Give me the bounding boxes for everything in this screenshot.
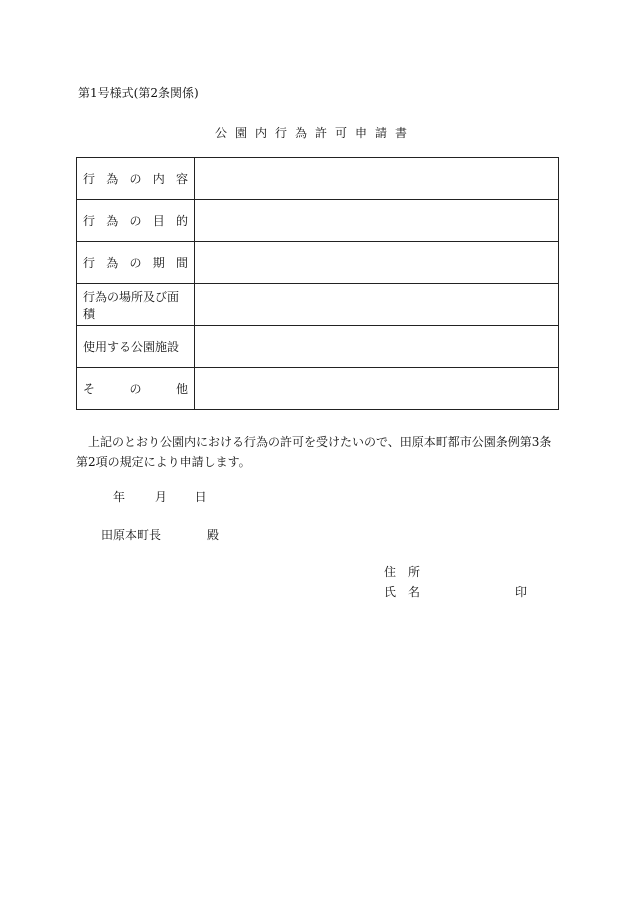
row-label: そ の 他 — [83, 382, 188, 396]
address-label: 住 所 — [384, 565, 421, 579]
row-label: 使用する公園施設 — [83, 340, 180, 354]
application-statement: 上記のとおり公園内における行為の許可を受けたいので、田原本町都市公園条例第3条第2項の規定により申請します。 — [76, 435, 552, 469]
table-row — [77, 158, 559, 200]
row-label: 行 為 の 内 容 — [83, 172, 188, 186]
date-year: 年 — [113, 490, 126, 504]
date-month: 月 — [154, 490, 167, 504]
row-label-cell — [77, 326, 195, 368]
table-row — [77, 284, 559, 326]
row-label-cell — [77, 242, 195, 284]
row-label: 行為の場所及び面積 — [83, 289, 180, 321]
row-value-cell[interactable] — [195, 242, 559, 284]
document-title: 公園内行為許可申請書 — [214, 126, 415, 140]
table-row — [77, 326, 559, 368]
name-label: 氏 名 — [384, 585, 421, 599]
row-label-cell — [77, 200, 195, 242]
table-row — [77, 242, 559, 284]
seal-mark: 印 — [515, 585, 528, 599]
row-label-cell — [77, 158, 195, 200]
form-number: 第1号様式(第2条関係) — [78, 86, 199, 100]
row-label: 行 為 の 目 的 — [83, 214, 188, 228]
table-row — [77, 368, 559, 410]
date-day: 日 — [194, 490, 207, 504]
row-label-cell — [77, 368, 195, 410]
row-label-cell — [77, 284, 195, 326]
table-row — [77, 200, 559, 242]
addressee-honorific: 殿 — [207, 528, 220, 542]
row-value-cell[interactable] — [195, 368, 559, 410]
addressee — [101, 526, 219, 543]
row-value-cell[interactable] — [195, 158, 559, 200]
row-value-cell[interactable] — [195, 200, 559, 242]
row-label: 行 為 の 期 間 — [83, 256, 188, 270]
row-value-cell[interactable] — [195, 326, 559, 368]
addressee-name: 田原本町長 — [101, 528, 162, 542]
date-line — [113, 488, 207, 505]
application-table — [76, 157, 559, 410]
row-value-cell[interactable] — [195, 284, 559, 326]
